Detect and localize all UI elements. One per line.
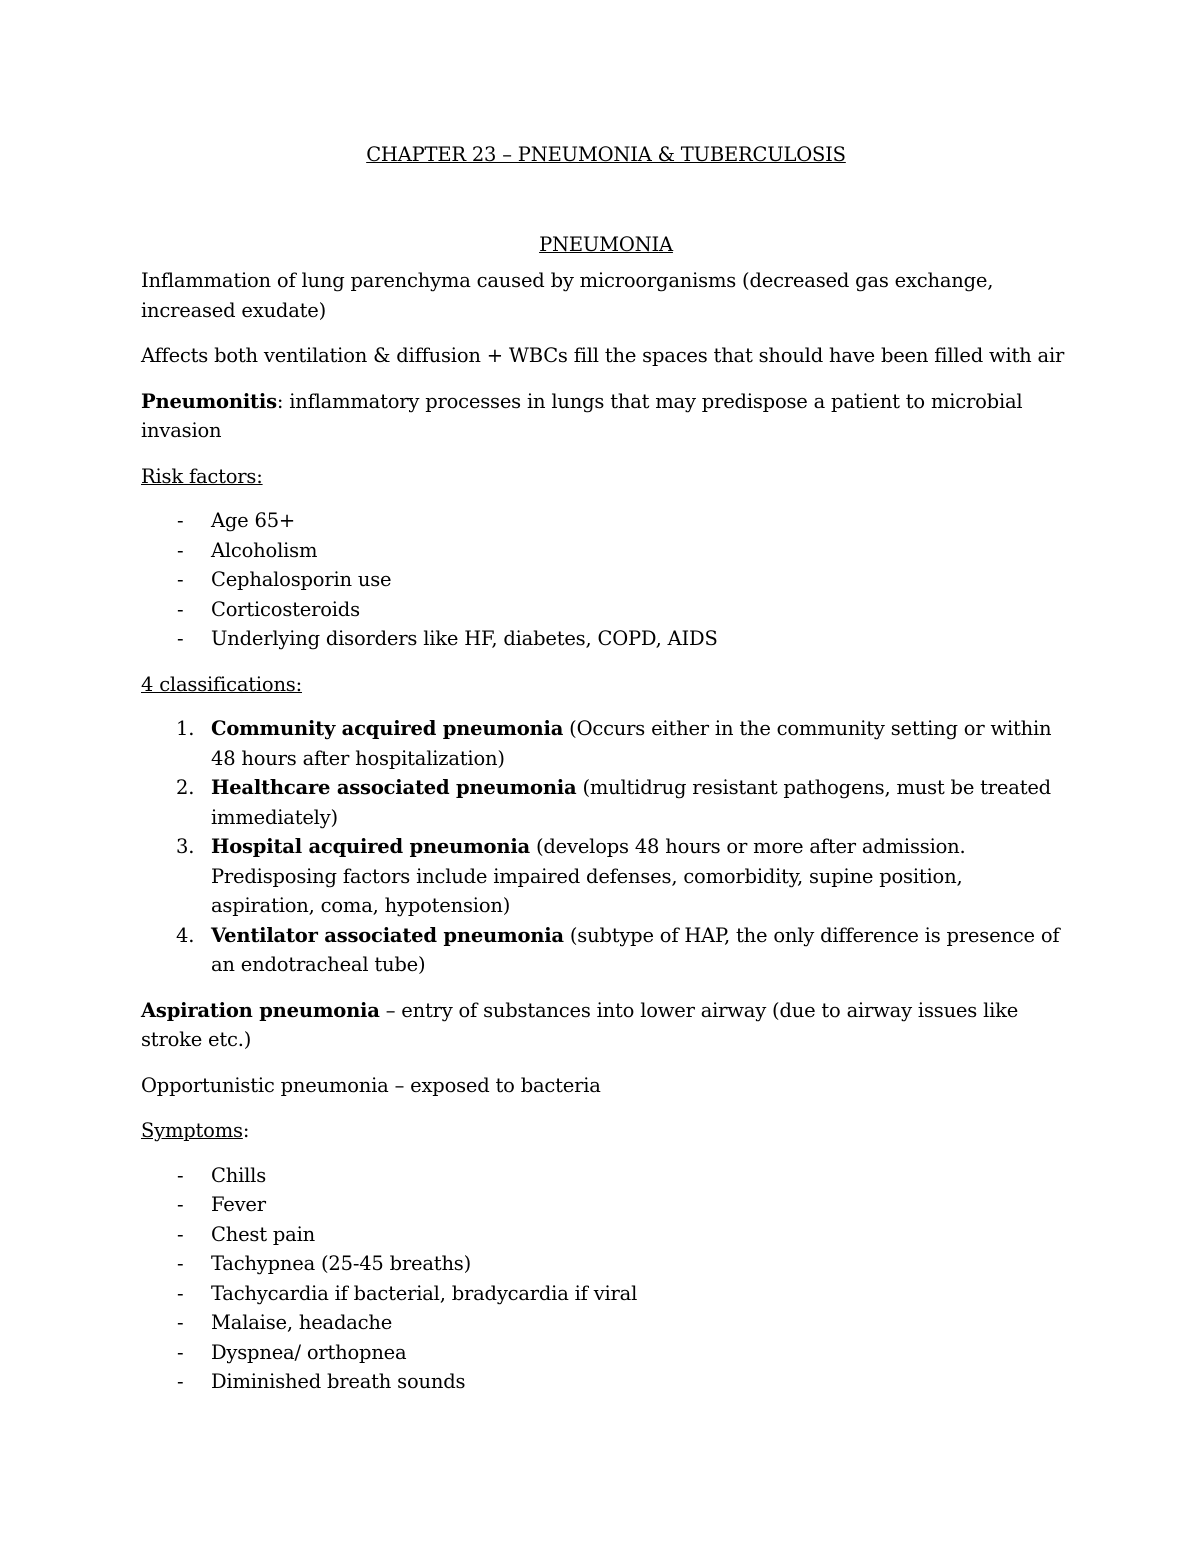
classification-term: Ventilator associated pneumonia	[211, 923, 564, 947]
list-item	[141, 714, 1071, 773]
dash-marker: -	[177, 1222, 184, 1246]
dash-marker: -	[177, 1370, 184, 1393]
list-item-text: Malaise, headache	[211, 1311, 393, 1334]
list-item-text: Chest pain	[211, 1222, 315, 1246]
document-page	[141, 140, 1071, 1397]
list-item	[141, 1249, 1071, 1279]
dash-marker: -	[177, 1340, 184, 1364]
dash-marker: -	[177, 597, 184, 621]
list-item-text: Tachypnea (25-45 breaths)	[211, 1252, 472, 1275]
classification-text: (Occurs either in the community setting or within 48 hours after hospitalization)	[211, 717, 1052, 770]
list-item-text: Tachycardia if bacterial, bradycardia if viral	[211, 1281, 638, 1305]
aspiration-text: – entry of substances into lower airway (due to airway issues like stroke etc.)	[141, 998, 1019, 1051]
dash-marker: -	[177, 1281, 184, 1305]
number-marker: 4.	[176, 923, 195, 947]
symptoms-heading-line	[141, 1116, 1071, 1146]
pneumonitis-term: Pneumonitis	[141, 389, 277, 413]
aspiration-term: Aspiration pneumonia	[141, 998, 380, 1022]
pneumonitis-text: : inflammatory processes in lungs that may predispose a patient to microbial invasion	[141, 389, 1023, 442]
list-item	[141, 1161, 1071, 1191]
risk-factors-list	[141, 506, 1071, 654]
dash-marker: -	[177, 568, 184, 591]
risk-factors-heading: Risk factors:	[141, 464, 263, 488]
list-item-text: Diminished breath sounds	[211, 1370, 466, 1393]
list-item	[141, 921, 1071, 980]
symptoms-heading: Symptoms	[141, 1119, 243, 1142]
list-item-text: Fever	[211, 1193, 266, 1216]
list-item	[141, 1308, 1071, 1338]
dash-marker: -	[177, 1163, 184, 1187]
classifications-heading: 4 classifications:	[141, 672, 302, 696]
opportunistic-paragraph: Opportunistic pneumonia – exposed to bacteria	[141, 1073, 601, 1097]
classification-term: Hospital acquired pneumonia	[211, 835, 530, 858]
list-item	[141, 1220, 1071, 1250]
list-item-text: Chills	[211, 1163, 266, 1187]
number-marker: 3.	[176, 835, 195, 858]
list-item	[141, 565, 1071, 595]
classifications-list	[141, 714, 1071, 980]
list-item	[141, 536, 1071, 566]
list-item-text: Cephalosporin use	[211, 568, 392, 591]
list-item	[141, 773, 1071, 832]
dash-marker: -	[177, 1311, 184, 1334]
number-marker: 1.	[176, 717, 195, 740]
classification-term: Community acquired pneumonia	[211, 717, 564, 740]
list-item	[141, 595, 1071, 625]
list-item-text: Underlying disorders like HF, diabetes, COPD, AIDS	[211, 627, 718, 650]
section-heading-pneumonia: PNEUMONIA	[539, 232, 673, 256]
symptoms-list	[141, 1161, 1071, 1397]
list-item	[141, 1338, 1071, 1368]
dash-marker: -	[177, 627, 184, 650]
aspiration-paragraph	[141, 996, 1071, 1055]
list-item	[141, 624, 1071, 654]
pneumonitis-paragraph	[141, 387, 1071, 446]
dash-marker: -	[177, 509, 184, 532]
classification-term: Healthcare associated pneumonia	[211, 776, 577, 799]
symptoms-colon: :	[242, 1119, 250, 1142]
classification-text: (subtype of HAP, the only difference is presence of an endotracheal tube)	[211, 923, 1060, 976]
classification-text: (develops 48 hours or more after admission. Predisposing factors include impaired defenses, comorbidity, supine position, aspiration, coma, hypotension)	[211, 835, 966, 917]
classification-text: (multidrug resistant pathogens, must be treated immediately)	[211, 776, 1051, 829]
dash-marker: -	[177, 1193, 184, 1216]
dash-marker: -	[177, 1252, 184, 1275]
list-item-text: Age 65+	[211, 509, 296, 532]
list-item	[141, 1279, 1071, 1309]
number-marker: 2.	[176, 776, 195, 799]
list-item	[141, 1367, 1071, 1397]
dash-marker: -	[177, 538, 184, 562]
list-item-text: Alcoholism	[211, 538, 318, 562]
list-item-text: Dyspnea/ orthopnea	[211, 1340, 407, 1364]
list-item	[141, 506, 1071, 536]
list-item	[141, 832, 1071, 921]
chapter-title: CHAPTER 23 – PNEUMONIA & TUBERCULOSIS	[366, 143, 846, 166]
list-item	[141, 1190, 1071, 1220]
list-item-text: Corticosteroids	[211, 597, 360, 621]
affects-paragraph: Affects both ventilation & diffusion + WBCs fill the spaces that should have been filled with air	[141, 344, 1065, 367]
definition-paragraph: Inflammation of lung parenchyma caused by microorganisms (decreased gas exchange, increased exudate)	[141, 269, 994, 322]
